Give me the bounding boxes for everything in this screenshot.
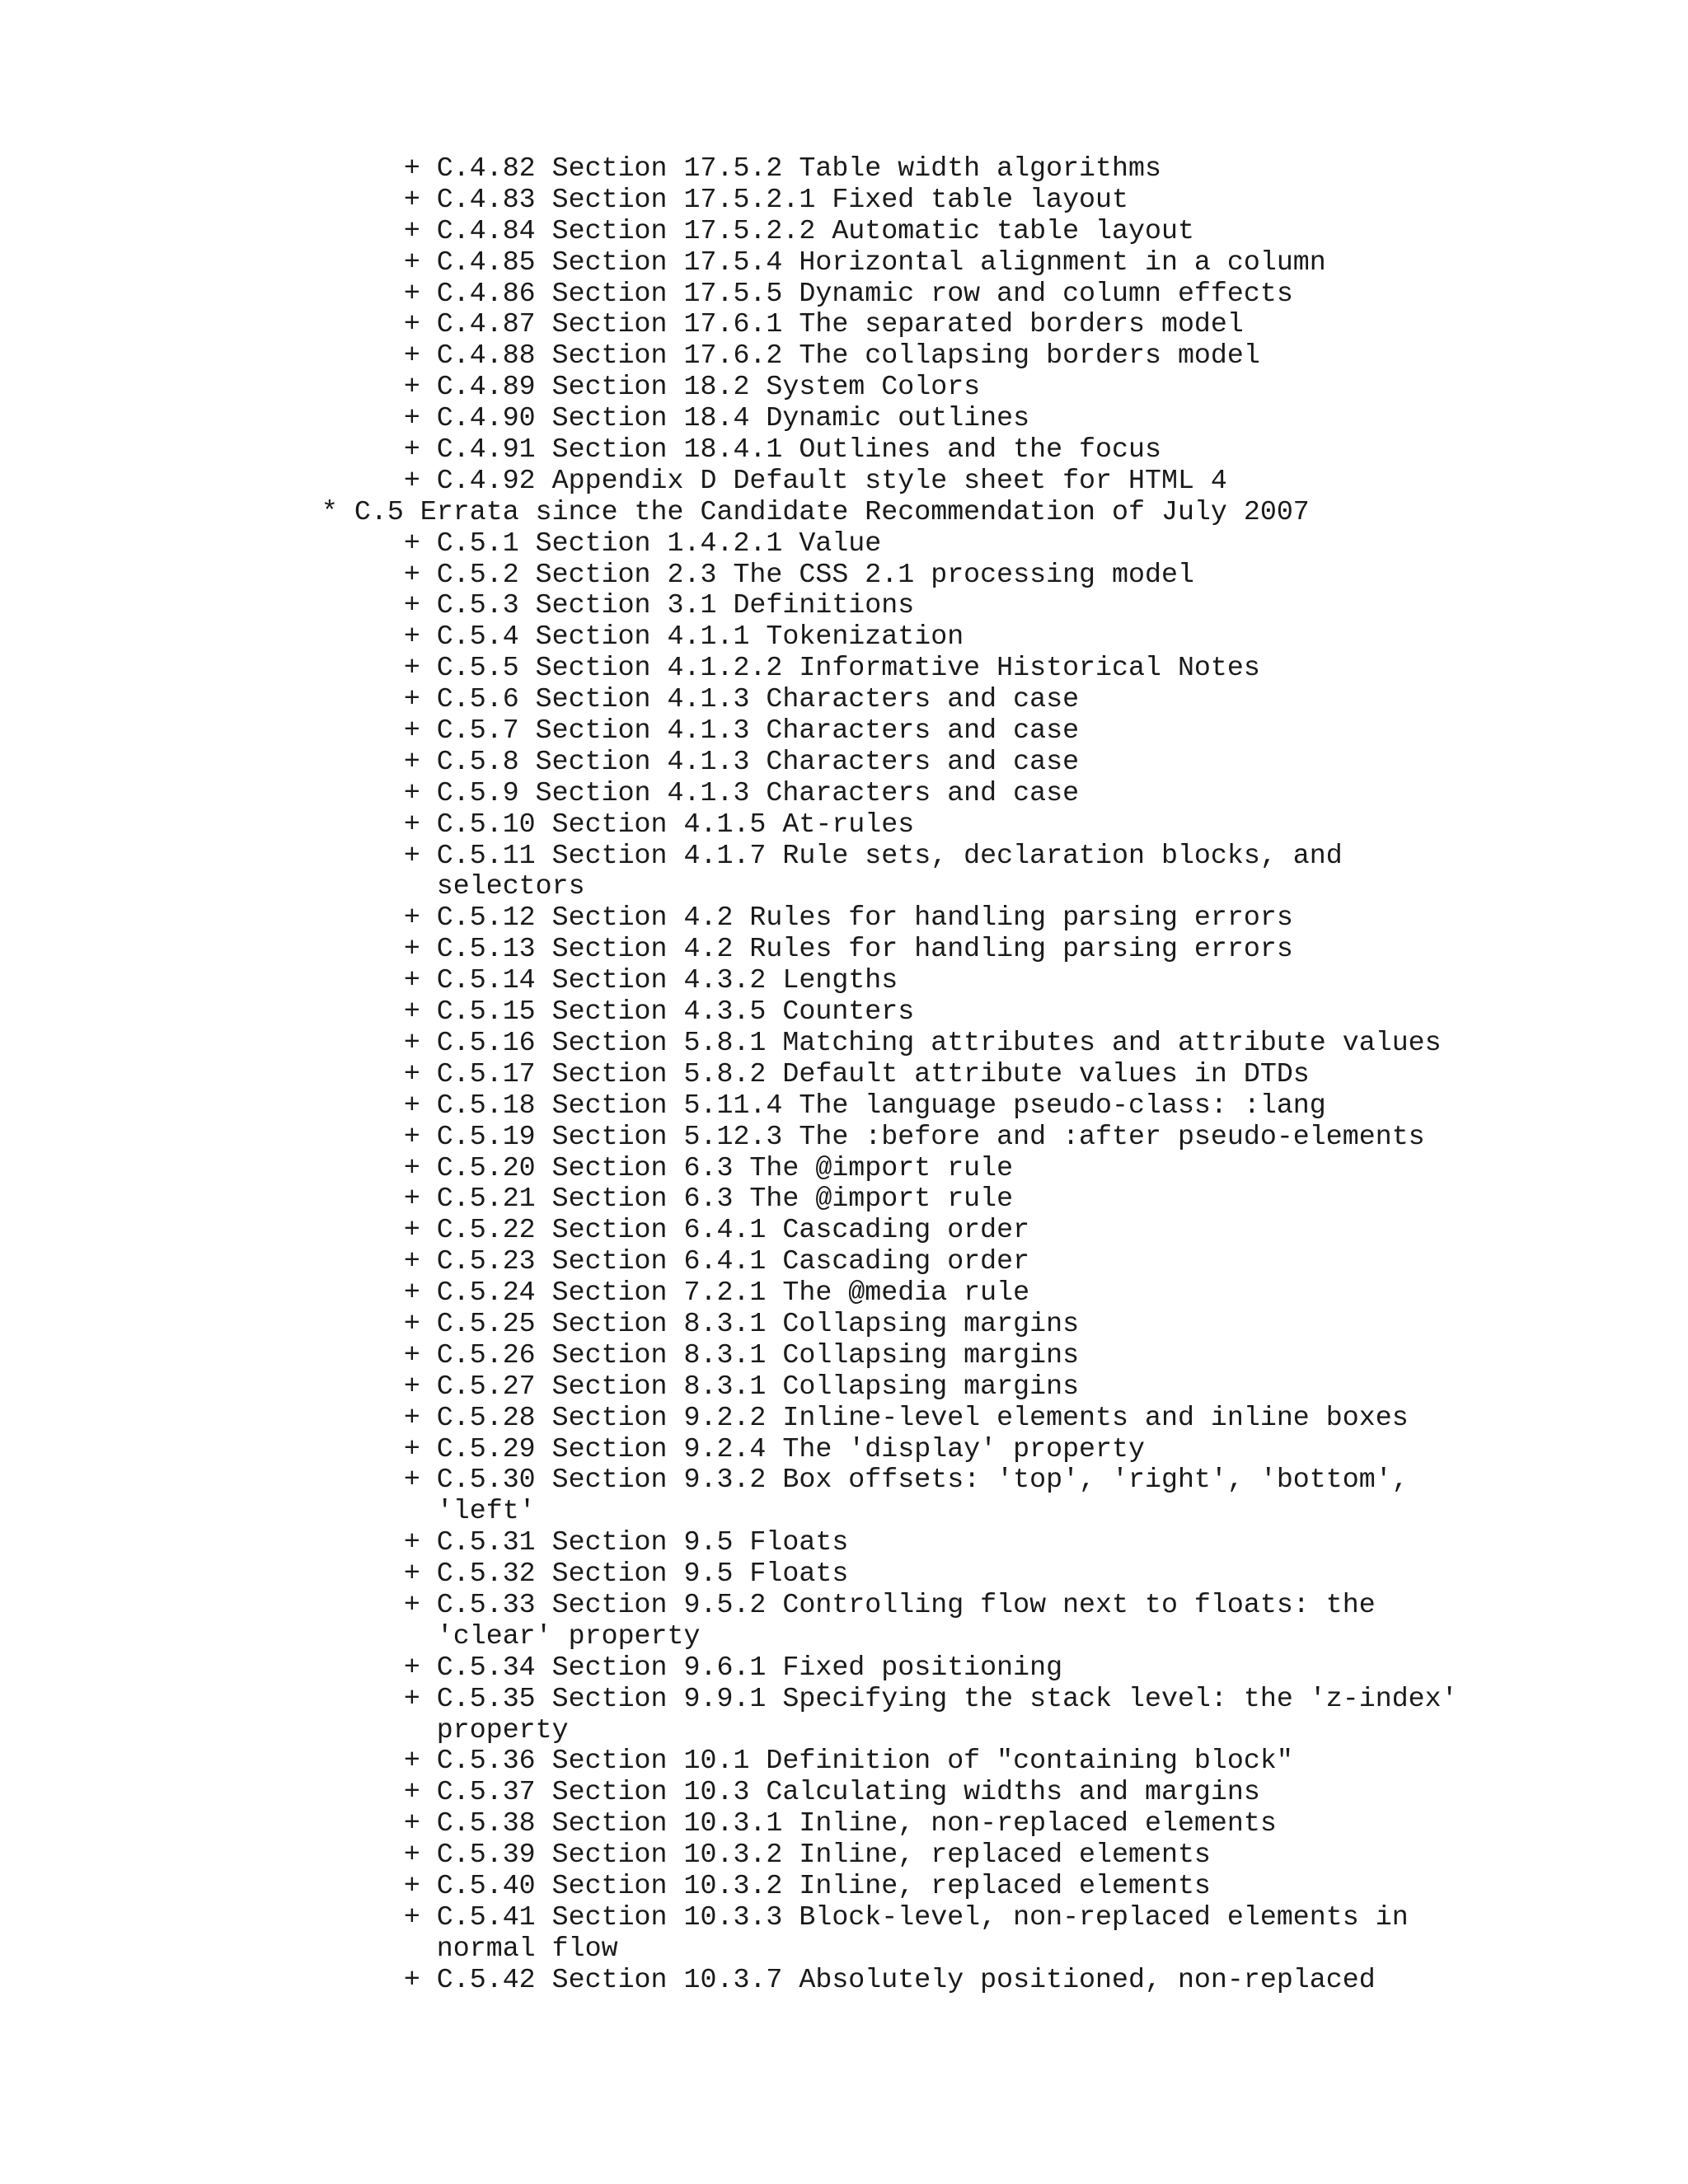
toc-entry: + C.5.10 Section 4.1.5 At-rules [239, 808, 915, 840]
toc-entry: + C.5.22 Section 6.4.1 Cascading order [239, 1214, 1030, 1246]
toc-entry: + C.5.18 Section 5.11.4 The language pseudo-class: :lang [239, 1089, 1326, 1121]
toc-entry: + C.5.37 Section 10.3 Calculating widths and margins [239, 1776, 1260, 1808]
toc-entry: + C.4.92 Appendix D Default style sheet for HTML 4 [239, 464, 1227, 496]
toc-entry: + C.4.84 Section 17.5.2.2 Automatic table layout [239, 214, 1194, 246]
toc-entry: + C.5.41 Section 10.3.3 Block-level, non-replaced elements in [239, 1900, 1409, 1933]
toc-entry: + C.5.25 Section 8.3.1 Collapsing margins [239, 1307, 1080, 1339]
errata-contents-listing [239, 153, 1458, 1996]
toc-entry: + C.5.2 Section 2.3 The CSS 2.1 processing model [239, 558, 1194, 590]
toc-entry: + C.5.20 Section 6.3 The @import rule [239, 1151, 1014, 1183]
toc-entry-continuation: normal flow [239, 1932, 618, 1964]
toc-entry-continuation: 'left' [239, 1495, 536, 1527]
toc-entry: + C.5.35 Section 9.9.1 Specifying the stack level: the 'z-index' [239, 1682, 1458, 1714]
toc-section-heading: * C.5 Errata since the Candidate Recommendation of July 2007 [239, 495, 1310, 527]
toc-entry: + C.5.32 Section 9.5 Floats [239, 1558, 849, 1590]
toc-entry: + C.5.16 Section 5.8.1 Matching attributes and attribute values [239, 1026, 1442, 1058]
toc-entry: + C.5.42 Section 10.3.7 Absolutely positioned, non-replaced [239, 1963, 1376, 1995]
toc-entry: + C.5.33 Section 9.5.2 Controlling flow next to floats: the [239, 1588, 1376, 1620]
toc-entry: + C.5.12 Section 4.2 Rules for handling parsing errors [239, 902, 1293, 934]
toc-entry-continuation: 'clear' property [239, 1619, 701, 1652]
toc-entry: + C.5.5 Section 4.1.2.2 Informative Historical Notes [239, 652, 1260, 684]
toc-entry: + C.5.38 Section 10.3.1 Inline, non-replaced elements [239, 1807, 1277, 1840]
toc-entry: + C.5.21 Section 6.3 The @import rule [239, 1183, 1014, 1215]
toc-entry: + C.4.88 Section 17.6.2 The collapsing borders model [239, 340, 1260, 372]
toc-entry-continuation: property [239, 1713, 569, 1746]
toc-entry: + C.4.89 Section 18.2 System Colors [239, 371, 981, 403]
toc-entry: + C.4.83 Section 17.5.2.1 Fixed table layout [239, 183, 1128, 215]
toc-entry: + C.5.40 Section 10.3.2 Inline, replaced elements [239, 1869, 1211, 1901]
toc-entry: + C.5.29 Section 9.2.4 The 'display' property [239, 1432, 1145, 1465]
toc-entry: + C.5.17 Section 5.8.2 Default attribute values in DTDs [239, 1057, 1310, 1090]
toc-entry: + C.5.8 Section 4.1.3 Characters and case [239, 745, 1080, 777]
toc-entry: + C.5.30 Section 9.3.2 Box offsets: 'top', 'right', 'bottom', [239, 1464, 1409, 1496]
toc-entry: + C.5.31 Section 9.5 Floats [239, 1526, 849, 1558]
toc-entry: + C.5.28 Section 9.2.2 Inline-level elements and inline boxes [239, 1401, 1409, 1433]
toc-entry: + C.5.9 Section 4.1.3 Characters and case [239, 776, 1080, 808]
toc-entry: + C.5.3 Section 3.1 Definitions [239, 589, 915, 621]
toc-entry: + C.5.7 Section 4.1.3 Characters and case [239, 715, 1080, 747]
toc-entry: + C.4.82 Section 17.5.2 Table width algorithms [239, 152, 1161, 184]
toc-entry: + C.5.27 Section 8.3.1 Collapsing margins [239, 1370, 1080, 1402]
toc-entry: + C.5.39 Section 10.3.2 Inline, replaced elements [239, 1839, 1211, 1871]
toc-entry: + C.5.4 Section 4.1.1 Tokenization [239, 621, 964, 653]
toc-entry: + C.4.91 Section 18.4.1 Outlines and the focus [239, 434, 1161, 466]
toc-entry: + C.5.6 Section 4.1.3 Characters and case [239, 683, 1080, 715]
toc-entry: + C.5.14 Section 4.3.2 Lengths [239, 964, 898, 996]
toc-entry: + C.5.26 Section 8.3.1 Collapsing margins [239, 1338, 1080, 1371]
toc-entry: + C.5.23 Section 6.4.1 Cascading order [239, 1245, 1030, 1277]
toc-entry: + C.5.34 Section 9.6.1 Fixed positioning [239, 1651, 1063, 1683]
toc-entry-continuation: selectors [239, 870, 585, 902]
toc-entry: + C.5.15 Section 4.3.5 Counters [239, 996, 915, 1028]
toc-entry: + C.5.1 Section 1.4.2.1 Value [239, 527, 882, 559]
toc-entry: + C.4.90 Section 18.4 Dynamic outlines [239, 402, 1030, 434]
toc-entry: + C.5.19 Section 5.12.3 The :before and :after pseudo-elements [239, 1120, 1425, 1152]
toc-entry: + C.4.86 Section 17.5.5 Dynamic row and column effects [239, 277, 1293, 309]
toc-entry: + C.5.11 Section 4.1.7 Rule sets, declaration blocks, and [239, 839, 1343, 871]
toc-entry: + C.4.85 Section 17.5.4 Horizontal alignment in a column [239, 246, 1326, 278]
toc-entry: + C.5.36 Section 10.1 Definition of "containing block" [239, 1745, 1293, 1777]
toc-entry: + C.5.24 Section 7.2.1 The @media rule [239, 1277, 1030, 1309]
toc-entry: + C.4.87 Section 17.6.1 The separated borders model [239, 308, 1244, 340]
toc-entry: + C.5.13 Section 4.2 Rules for handling parsing errors [239, 933, 1293, 965]
